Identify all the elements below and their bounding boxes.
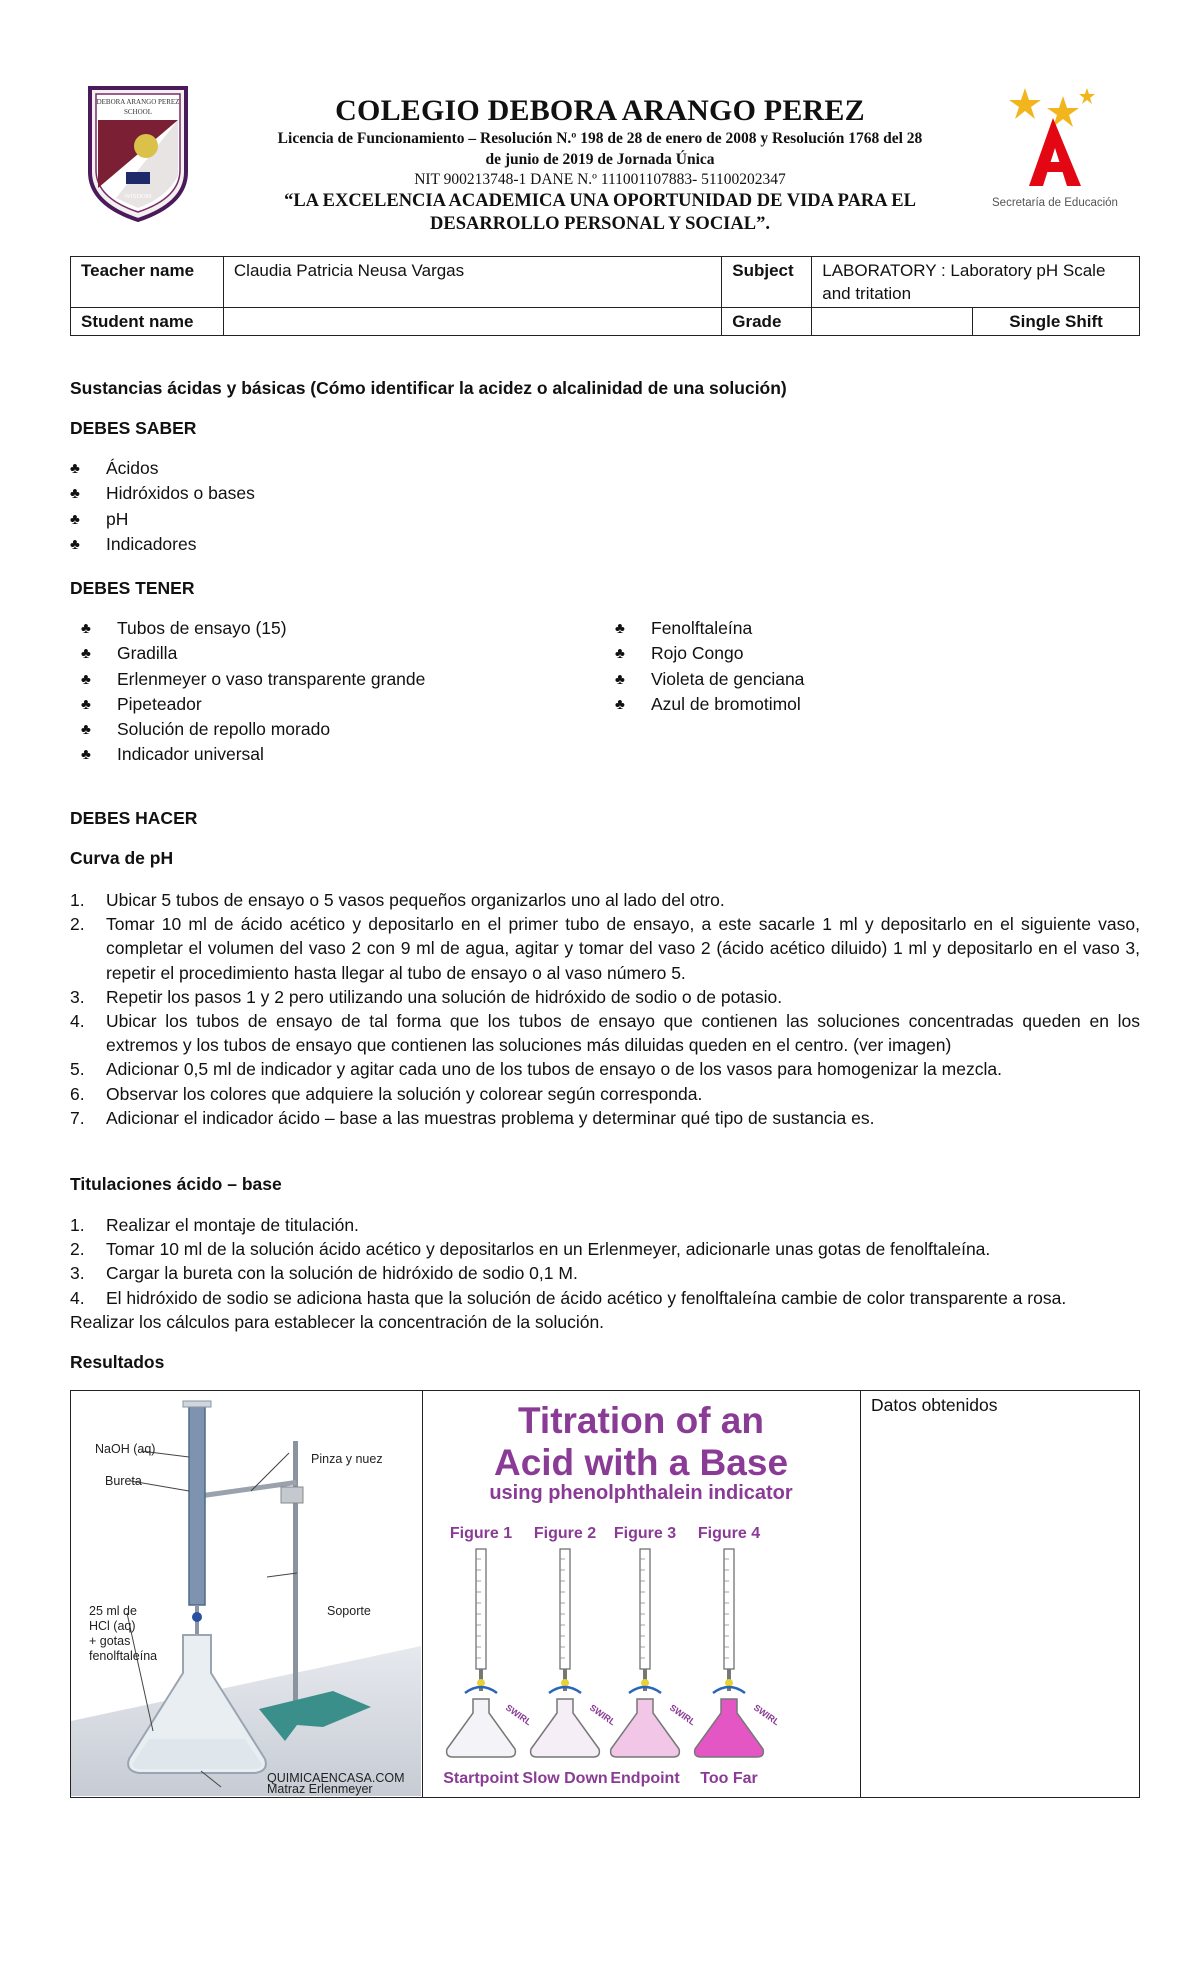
debes-tener-item bbox=[81, 641, 425, 666]
club-bullet-icon: ♣ bbox=[81, 695, 91, 713]
grade-field[interactable] bbox=[812, 308, 973, 336]
titulacion-step bbox=[70, 1261, 1140, 1285]
student-name-field[interactable] bbox=[223, 308, 721, 336]
curva-step-text: Adicionar el indicador ácido – base a las muestras problema y determinar qué tipo de sustancia es. bbox=[106, 1107, 875, 1128]
burette bbox=[189, 1405, 205, 1605]
figure-label: Figure 3 bbox=[613, 1525, 677, 1542]
debes-hacer-heading: DEBES HACER bbox=[70, 808, 198, 828]
teacher-name-value: Claudia Patricia Neusa Vargas bbox=[223, 257, 721, 308]
figure-label: Figure 1 bbox=[449, 1525, 513, 1542]
step-number: 6. bbox=[70, 1083, 85, 1104]
label-naoh: NaOH (aq) bbox=[95, 1442, 156, 1456]
swirl-label: SWIRL bbox=[587, 1702, 618, 1728]
label-soporte: Soporte bbox=[327, 1604, 371, 1618]
club-bullet-icon: ♣ bbox=[615, 620, 625, 637]
subject-label: Subject bbox=[722, 257, 812, 308]
titulacion-step-text: Tomar 10 ml de la solución ácido acético y depositarlos en un Erlenmeyer, adicionarle unas gotas de fenolftaleína. bbox=[106, 1239, 991, 1260]
step-number: 3. bbox=[70, 1263, 85, 1284]
step-number: 1. bbox=[70, 1215, 85, 1235]
curva-step bbox=[70, 888, 1140, 912]
curva-step-text: Observar los colores que adquiere la solución y colorear según corresponda. bbox=[106, 1083, 703, 1104]
debes-tener-heading: DEBES TENER bbox=[70, 578, 195, 598]
figure-caption: Startpoint bbox=[443, 1770, 519, 1787]
club-bullet-icon: ♣ bbox=[70, 510, 80, 528]
titulacion-note: Realizar los cálculos para establecer la concentración de la solución. bbox=[70, 1312, 605, 1332]
club-bullet-icon: ♣ bbox=[81, 721, 91, 739]
titulacion-step bbox=[70, 1237, 1140, 1261]
figure-label: Figure 2 bbox=[533, 1525, 597, 1542]
label-hcl-1: 25 ml de bbox=[89, 1604, 137, 1618]
crest-text-school: SCHOOL bbox=[123, 108, 153, 116]
crest-text-top: DEBORA ARANGO PEREZ bbox=[96, 98, 180, 106]
figure-label: Figure 4 bbox=[697, 1525, 761, 1542]
curva-step-text: Adicionar 0,5 ml de indicador y agitar cada uno de los tubos de ensayo o de los vasos para homogenizar la mezcla. bbox=[106, 1059, 1002, 1080]
titration-figure-4 bbox=[695, 1525, 782, 1787]
club-bullet-icon: ♣ bbox=[81, 746, 91, 764]
motto-line-1: “LA EXCELENCIA ACADEMICA UNA OPORTUNIDAD DE VIDA PARA EL bbox=[284, 191, 916, 211]
curva-step bbox=[70, 1057, 1140, 1081]
resultados-heading: Resultados bbox=[70, 1352, 165, 1372]
step-number: 1. bbox=[70, 890, 85, 910]
curva-step-text: Tomar 10 ml de ácido acético y depositarlo en el primer tubo de ensayo, a este sacarle 1 ml y depositarlo en el siguiente vaso, completar el volumen del vaso 2 con 9 ml de agua, agitar y tomar del vaso 2 (ácido acético diluido) 1 ml y depositarlo en el vaso 3, repetir el procedimiento hasta llegar al tubo de ensayo o al vaso número 5. bbox=[106, 914, 1140, 983]
debes-saber-item-label: Indicadores bbox=[106, 533, 197, 554]
debes-tener-item bbox=[81, 717, 425, 742]
debes-tener-item bbox=[81, 692, 425, 717]
nit-dane-line: NIT 900213748-1 DANE N.º 111001107883- 51100202347 bbox=[414, 171, 786, 188]
debes-tener-item-label: Pipeteador bbox=[117, 693, 202, 714]
teacher-name-label: Teacher name bbox=[71, 257, 224, 308]
debes-tener-item bbox=[615, 692, 804, 717]
student-name-label: Student name bbox=[71, 308, 224, 336]
label-bureta: Bureta bbox=[105, 1474, 142, 1488]
club-bullet-icon: ♣ bbox=[70, 535, 80, 553]
curva-step-text: Ubicar 5 tubos de ensayo o 5 vasos pequeños organizarlos uno al lado del otro. bbox=[106, 890, 725, 910]
debes-tener-item-label: Tubos de ensayo (15) bbox=[117, 618, 287, 638]
club-bullet-icon: ♣ bbox=[70, 460, 80, 477]
step-number: 3. bbox=[70, 986, 85, 1007]
debes-tener-item-label: Solución de repollo morado bbox=[117, 719, 331, 740]
datos-obtenidos-label: Datos obtenidos bbox=[871, 1395, 998, 1415]
star-icon bbox=[1079, 88, 1095, 104]
debes-saber-item-label: Ácidos bbox=[106, 458, 159, 478]
figure-caption: Too Far bbox=[700, 1770, 758, 1787]
debes-saber-item-label: pH bbox=[106, 508, 129, 529]
curva-step-text: Repetir los pasos 1 y 2 pero utilizando una solución de hidróxido de sodio o de potasio. bbox=[106, 986, 783, 1007]
shift-value: Single Shift bbox=[973, 308, 1140, 336]
debes-tener-item-label: Indicador universal bbox=[117, 744, 264, 765]
results-table bbox=[70, 1390, 1140, 1798]
info-table bbox=[70, 256, 1140, 336]
debes-tener-item bbox=[81, 667, 425, 692]
club-bullet-icon: ♣ bbox=[615, 695, 625, 713]
titulacion-steps bbox=[70, 1213, 1140, 1310]
star-icon bbox=[1009, 88, 1041, 119]
grade-label: Grade bbox=[722, 308, 812, 336]
swirl-label: SWIRL bbox=[751, 1702, 782, 1728]
step-number: 2. bbox=[70, 1239, 85, 1260]
swirl-label: SWIRL bbox=[667, 1702, 698, 1728]
crest-text-wisdom: WISDOM bbox=[124, 193, 152, 200]
burette bbox=[560, 1549, 570, 1669]
debes-saber-item bbox=[70, 532, 255, 557]
license-line-2: de junio de 2019 de Jornada Única bbox=[485, 151, 715, 168]
debes-tener-item-label: Rojo Congo bbox=[651, 643, 744, 664]
titration-figure-1 bbox=[443, 1525, 534, 1787]
club-bullet-icon: ♣ bbox=[70, 485, 80, 503]
school-name: COLEGIO DEBORA ARANGO PEREZ bbox=[335, 94, 865, 127]
subject-value-line-1: LABORATORY : Laboratory pH Scale bbox=[822, 261, 1106, 280]
club-bullet-icon: ♣ bbox=[615, 670, 625, 688]
titulaciones-heading: Titulaciones ácido – base bbox=[70, 1174, 282, 1194]
debes-tener-list-left bbox=[81, 616, 425, 768]
secretaria-educacion-logo bbox=[985, 84, 1125, 214]
titration-title-line-1: Titration of an bbox=[518, 1400, 764, 1441]
club-bullet-icon: ♣ bbox=[81, 645, 91, 663]
curva-ph-heading: Curva de pH bbox=[70, 848, 174, 868]
titulacion-step bbox=[70, 1286, 1140, 1310]
debes-tener-item-label: Fenolftaleína bbox=[651, 618, 753, 638]
debes-tener-item-label: Violeta de genciana bbox=[651, 668, 805, 689]
school-header bbox=[220, 94, 980, 236]
debes-tener-item bbox=[81, 616, 425, 641]
label-hcl-4: fenolftaleína bbox=[89, 1649, 158, 1663]
titulacion-step-text: Cargar la bureta con la solución de hidróxido de sodio 0,1 M. bbox=[106, 1263, 578, 1284]
step-number: 2. bbox=[70, 914, 85, 935]
debes-tener-item bbox=[615, 667, 804, 692]
step-number: 7. bbox=[70, 1107, 85, 1128]
debes-tener-item bbox=[615, 616, 804, 641]
debes-saber-item bbox=[70, 456, 255, 481]
curva-step-text: Ubicar los tubos de ensayo de tal forma que los tubos de ensayo que contienen las soluciones concentradas queden en los extremos y los tubos de ensayo que contienen las soluciones más diluidas queden en el centro. (ver imagen) bbox=[106, 1011, 1140, 1056]
figure-caption: Endpoint bbox=[610, 1770, 680, 1787]
subject-value-line-2: and tritation bbox=[822, 284, 912, 303]
titulacion-step bbox=[70, 1213, 1140, 1237]
titration-phenolphthalein-figure bbox=[423, 1391, 861, 1797]
step-number: 4. bbox=[70, 1011, 85, 1032]
debes-saber-item bbox=[70, 481, 255, 506]
debes-tener-item bbox=[81, 742, 425, 767]
figure-caption: Slow Down bbox=[522, 1770, 608, 1787]
debes-tener-item bbox=[615, 641, 804, 666]
titration-subtitle: using phenolphthalein indicator bbox=[489, 1482, 793, 1504]
titration-figure-3 bbox=[610, 1525, 697, 1787]
debes-saber-item bbox=[70, 507, 255, 532]
titration-apparatus-figure bbox=[71, 1391, 423, 1797]
school-crest-logo bbox=[86, 80, 190, 222]
debes-saber-list bbox=[70, 456, 255, 557]
titration-title-line-2: Acid with a Base bbox=[493, 1442, 789, 1483]
step-number: 5. bbox=[70, 1059, 85, 1080]
debes-saber-item-label: Hidróxidos o bases bbox=[106, 483, 255, 504]
curva-step bbox=[70, 1009, 1140, 1057]
label-pinza: Pinza y nuez bbox=[311, 1452, 383, 1466]
intro-title: Sustancias ácidas y básicas (Cómo identificar la acidez o alcalinidad de una solución) bbox=[70, 378, 787, 398]
curva-step bbox=[70, 985, 1140, 1009]
club-bullet-icon: ♣ bbox=[615, 645, 625, 663]
titulacion-step-text: El hidróxido de sodio se adiciona hasta que la solución de ácido acético y fenolftaleína cambie de color transparente a rosa. bbox=[106, 1287, 1067, 1308]
label-hcl-3: + gotas bbox=[89, 1634, 131, 1648]
label-hcl-2: HCl (aq) bbox=[89, 1619, 136, 1633]
debes-tener-item-label: Azul de bromotimol bbox=[651, 693, 801, 714]
curva-step bbox=[70, 1106, 1140, 1130]
curva-step bbox=[70, 912, 1140, 985]
burette bbox=[640, 1549, 650, 1669]
curva-step bbox=[70, 1082, 1140, 1106]
label-credit: QUIMICAENCASA.COM bbox=[267, 1771, 405, 1785]
subject-value bbox=[812, 257, 1140, 308]
datos-obtenidos-cell[interactable] bbox=[861, 1391, 1139, 1797]
debes-tener-list-right bbox=[615, 616, 804, 717]
burette bbox=[476, 1549, 486, 1669]
club-bullet-icon: ♣ bbox=[81, 670, 91, 688]
debes-saber-heading: DEBES SABER bbox=[70, 418, 197, 438]
debes-tener-item-label: Erlenmeyer o vaso transparente grande bbox=[117, 668, 426, 689]
swirl-label: SWIRL bbox=[503, 1702, 534, 1728]
titration-figure-2 bbox=[522, 1525, 617, 1787]
step-number: 4. bbox=[70, 1287, 85, 1308]
debes-tener-item-label: Gradilla bbox=[117, 643, 178, 664]
license-line-1: Licencia de Funcionamiento – Resolución N.º 198 de 28 de enero de 2008 y Resolución 1768 del 28 bbox=[277, 130, 923, 147]
curva-ph-steps bbox=[70, 888, 1140, 1130]
burette bbox=[724, 1549, 734, 1669]
secretaria-label: Secretaría de Educación bbox=[992, 197, 1118, 209]
titulacion-step-text: Realizar el montaje de titulación. bbox=[106, 1215, 359, 1235]
label-matraz: Matraz Erlenmeyer bbox=[267, 1782, 373, 1796]
motto-line-2: DESARROLLO PERSONAL Y SOCIAL”. bbox=[430, 214, 770, 234]
club-bullet-icon: ♣ bbox=[81, 620, 91, 637]
